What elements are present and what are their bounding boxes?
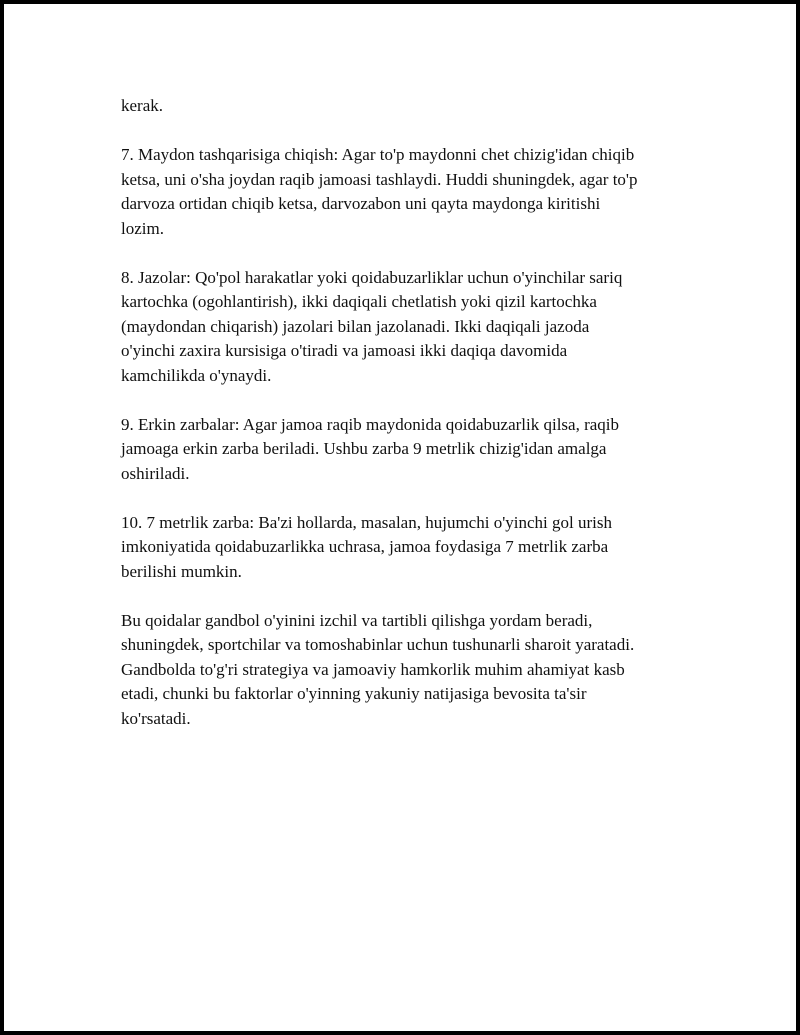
paragraph-conclusion: Bu qoidalar gandbol o'yinini izchil va tartibli qilishga yordam beradi, shuningdek, sportchilar va tomoshabinlar uchun tushunarli sharoit yaratadi. Gandbolda to'g'ri strategiya va jamoaviy hamkorlik muhim ahamiyat kasb etadi, chunki bu faktorlar o'yinning yakuniy natijasiga bevosita ta'sir ko'rsatadi.	[121, 610, 635, 728]
paragraph-rule-7-out-of-bounds: 7. Maydon tashqarisiga chiqish: Agar to'p maydonni chet chizig'idan chiqib ketsa, uni o'sha joydan raqib jamoasi tashlaydi. Huddi shuningdek, agar to'p darvoza ortidan chiqib ketsa, darvozabon uni qayta maydonga kiritishi lozim.	[121, 145, 638, 238]
document-body	[121, 94, 681, 756]
paragraph-rule-8-penalties: 8. Jazolar: Qo'pol harakatlar yoki qoidabuzarliklar uchun o'yinchilar sariq kartochka (ogohlantirish), ikki daqiqali chetlatish yoki qizil kartochka (maydondan chiqarish) jazolari bilan jazolanadi. Ikki daqiqali jazoda o'yinchi zaxira kursisiga o'tiradi va jamoasi ikki daqiqa davomida kamchilikda o'ynaydi.	[121, 267, 623, 385]
paragraph-rule-9-free-throws: 9. Erkin zarbalar: Agar jamoa raqib maydonida qoidabuzarlik qilsa, raqib jamoaga erkin zarba beriladi. Ushbu zarba 9 metrlik chizig'idan amalga oshiriladi.	[121, 414, 620, 483]
paragraph-continuation: kerak.	[121, 96, 164, 115]
paragraph-rule-10-seven-meter-throw: 10. 7 metrlik zarba: Ba'zi hollarda, masalan, hujumchi o'yinchi gol urish imkoniyatida qoidabuzarlikka uchrasa, jamoa foydasiga 7 metrlik zarba berilishi mumkin.	[121, 512, 612, 581]
